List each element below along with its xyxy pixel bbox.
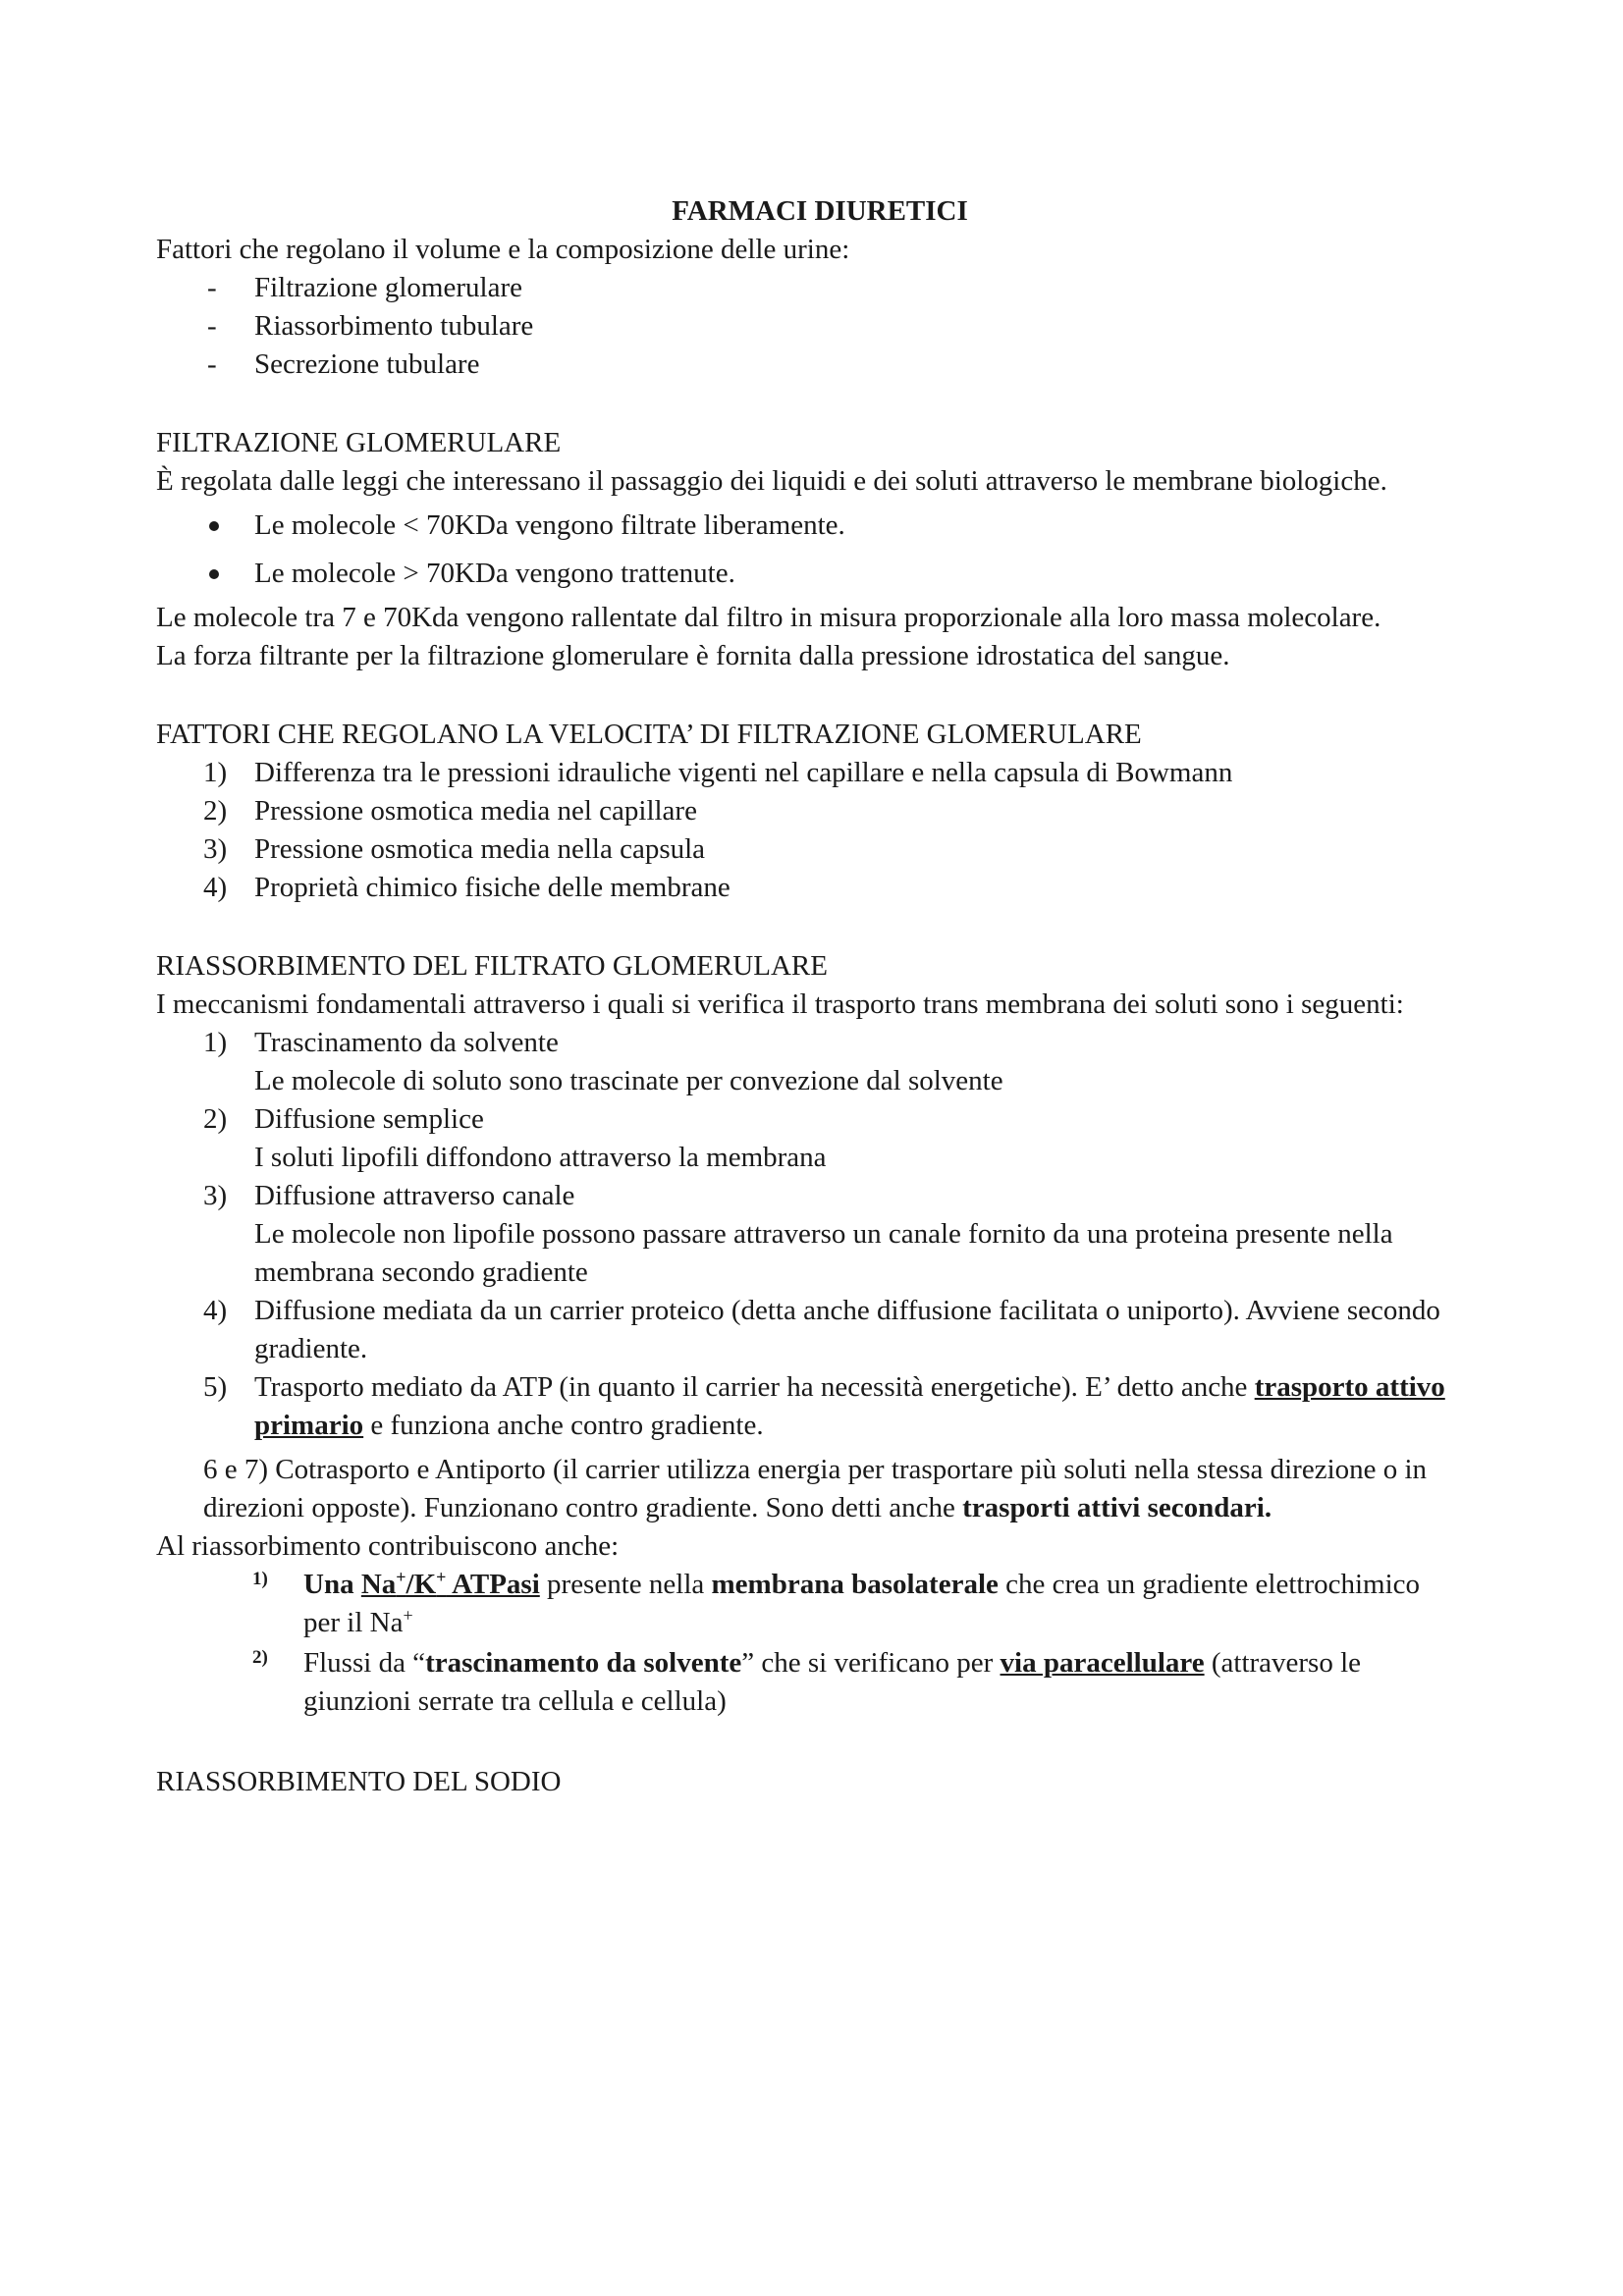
list-item (156, 1024, 1491, 1100)
list-item: Le molecole < 70KDa vengono filtrate liberamente. (156, 507, 1491, 545)
list-item (156, 1644, 1491, 1721)
list-number: 3) (203, 1180, 228, 1211)
list-item: - Secrezione tubulare (156, 346, 1491, 384)
list-item: - Riassorbimento tubulare (156, 307, 1491, 346)
superscript: + (396, 1567, 406, 1587)
list-text: Trasporto mediato da ATP (in quanto il carrier ha necessità energetiche). E’ detto anche (254, 1371, 1255, 1403)
list-text: Diffusione attraverso canale (254, 1180, 575, 1211)
formula-part: /K (406, 1569, 437, 1600)
bold-term: trascinamento da solvente (425, 1647, 742, 1679)
superscript-list (156, 1566, 1491, 1721)
section-heading: RIASSORBIMENTO DEL FILTRATO GLOMERULARE (156, 950, 828, 982)
bold-term: membrana basolaterale (711, 1569, 999, 1600)
list-subtext: Le molecole di soluto sono trascinate per convezione dal solvente (254, 1065, 1003, 1096)
list-item (156, 1100, 1491, 1177)
list-item: Le molecole > 70KDa vengono trattenute. (156, 555, 1491, 593)
list-number: 2) (252, 1647, 268, 1668)
list-text: ” che si verificano per (741, 1647, 1001, 1679)
paragraph (156, 1451, 1491, 1527)
list-text: Diffusione mediata da un carrier proteico (detta anche diffusione facilitata o uniporto). Avviene secondo gradiente. (254, 1295, 1440, 1364)
list-item: - Filtrazione glomerulare (156, 269, 1491, 307)
bold-term: via paracellulare (1000, 1647, 1205, 1679)
list-text: Differenza tra le pressioni idrauliche vigenti nel capillare e nella capsula di Bowmann (254, 757, 1233, 788)
list-subtext: Le molecole non lipofile possono passare attraverso un canale fornito da una proteina presente nella membrana secondo gradiente (254, 1218, 1393, 1288)
formula-part: Na (360, 1569, 397, 1600)
section-heading: RIASSORBIMENTO DEL SODIO (156, 1766, 562, 1797)
superscript: + (436, 1567, 447, 1587)
intro-text: Fattori che regolano il volume e la composizione delle urine: (156, 234, 850, 265)
page-title: FARMACI DIURETICI (672, 195, 968, 227)
bullet-list (156, 507, 1491, 593)
list-text: (attraverso le giunzioni serrate tra cellula e cellula) (303, 1647, 1362, 1717)
list-text: Proprietà chimico fisiche delle membrane (254, 872, 730, 903)
list-item (156, 792, 1491, 830)
list-item (156, 1368, 1491, 1445)
section-heading: FATTORI CHE REGOLANO LA VELOCITA’ DI FILTRAZIONE GLOMERULARE (156, 719, 1142, 750)
list-item (156, 754, 1491, 792)
list-item (156, 1566, 1491, 1642)
paragraph: Al riassorbimento contribuiscono anche: (156, 1530, 620, 1562)
list-number: 1) (252, 1569, 268, 1589)
list-item (156, 830, 1491, 869)
list-item (156, 869, 1491, 907)
paragraph-text: 6 e 7) Cotrasporto e Antiporto (il carrier utilizza energia per trasportare più soluti nella stessa direzione o in direzioni opposte). Funzionano contro gradiente. Sono detti anche (203, 1454, 1428, 1523)
paragraph: Le molecole tra 7 e 70Kda vengono rallentate dal filtro in misura proporzionale alla loro massa molecolare. (156, 602, 1381, 633)
list-number: 4) (203, 1295, 228, 1326)
paragraph: È regolata dalle leggi che interessano il passaggio dei liquidi e dei soluti attraverso le membrane biologiche. (156, 465, 1387, 497)
list-number: 5) (203, 1371, 228, 1403)
list-text: e funziona anche contro gradiente. (363, 1410, 764, 1441)
list-number: 4) (203, 872, 228, 903)
bold-term: trasporti attivi secondari. (962, 1492, 1272, 1523)
list-number: 3) (203, 833, 228, 865)
list-number: 1) (203, 1027, 228, 1058)
list-item (156, 1292, 1491, 1368)
list-text: Trascinamento da solvente (254, 1027, 559, 1058)
list-number: 1) (203, 757, 228, 788)
list-number: 2) (203, 1103, 228, 1135)
bold-term: trasporto attivo primario (254, 1371, 1445, 1441)
superscript: + (403, 1605, 413, 1626)
intro-list (156, 269, 1491, 384)
document-body (156, 192, 1491, 1801)
list-text: Pressione osmotica media nella capsula (254, 833, 706, 865)
list-text: Diffusione semplice (254, 1103, 484, 1135)
list-number: 2) (203, 795, 228, 827)
list-text: Pressione osmotica media nel capillare (254, 795, 697, 827)
paragraph: I meccanismi fondamentali attraverso i quali si verifica il trasporto trans membrana dei soluti sono i seguenti: (156, 988, 1404, 1020)
list-subtext: I soluti lipofili diffondono attraverso la membrana (254, 1142, 827, 1173)
bold-term (361, 1569, 447, 1600)
bold-term: Una (303, 1569, 361, 1600)
list-text: che crea un gradiente elettrochimico per il Na (303, 1569, 1421, 1638)
numbered-list (156, 754, 1491, 907)
bold-term: ATPasi (446, 1569, 540, 1600)
numbered-list (156, 1024, 1491, 1445)
section-heading: FILTRAZIONE GLOMERULARE (156, 427, 562, 458)
paragraph: La forza filtrante per la filtrazione glomerulare è fornita dalla pressione idrostatica del sangue. (156, 640, 1230, 671)
list-text: Flussi da “ (303, 1647, 426, 1679)
list-text: presente nella (539, 1569, 712, 1600)
list-item (156, 1177, 1491, 1292)
